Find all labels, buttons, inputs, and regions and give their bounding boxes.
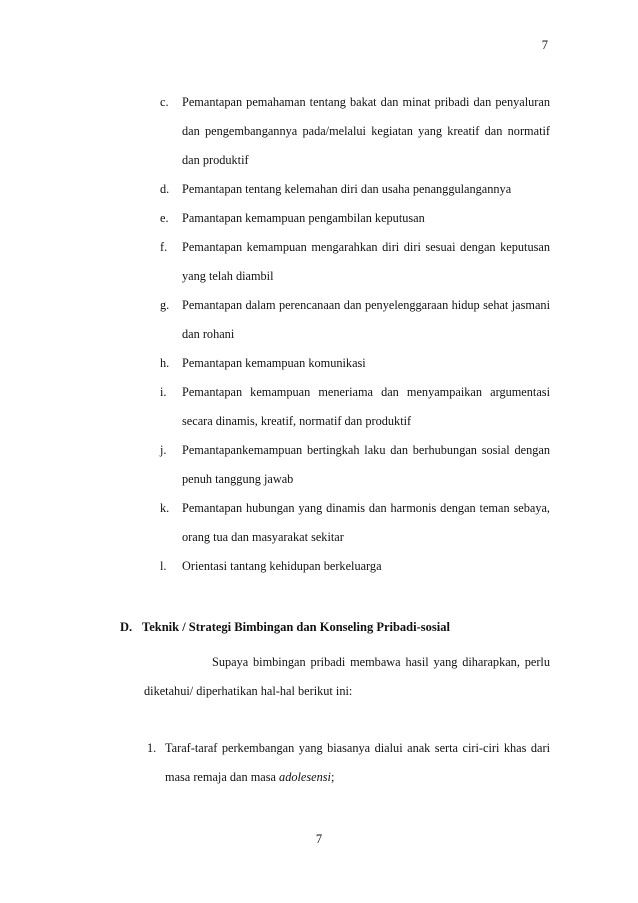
body-paragraph: Supaya bimbingan pribadi membawa hasil yang diharapkan, perlu diketahui/ diperhatikan hal-hal berikut ini: xyxy=(144,655,550,698)
list-item xyxy=(160,436,550,494)
list-item-letter: g. xyxy=(160,298,170,312)
list-item-text: Pemantapan tentang kelemahan diri dan usaha penanggulangannya xyxy=(182,182,512,196)
list-item xyxy=(160,175,550,204)
list-item-text: Orientasi tantang kehidupan berkeluarga xyxy=(182,559,382,573)
list-item-letter: i. xyxy=(160,385,167,399)
list-item-letter: k. xyxy=(160,501,170,515)
list-item-text: Pemantapan kemampuan meneriama dan menyampaikan argumentasi secara dinamis, kreatif, normatif dan produktif xyxy=(182,385,550,428)
list-item-text: Pemantapan hubungan yang dinamis dan harmonis dengan teman sebaya, orang tua dan masyarakat sekitar xyxy=(182,501,550,544)
numbered-item-text: Taraf-taraf perkembangan yang biasanya dialui anak serta ciri-ciri khas dari masa remaja dan masa xyxy=(165,741,550,784)
list-item-text: Pemantapankemampuan bertingkah laku dan berhubungan sosial dengan penuh tanggung jawab xyxy=(182,443,550,486)
section-title: Teknik / Strategi Bimbingan dan Konseling Pribadi-sosial xyxy=(142,620,450,634)
list-item xyxy=(160,378,550,436)
list-item-text: Pemantapan kemampuan komunikasi xyxy=(182,356,366,370)
list-item xyxy=(160,291,550,349)
list-item xyxy=(160,349,550,378)
numbered-item-number: 1. xyxy=(147,741,157,755)
numbered-item-italic-term: adolesensi xyxy=(279,770,331,784)
list-item-letter: e. xyxy=(160,211,169,225)
list-item-text: Pemantapan dalam perencanaan dan penyelenggaraan hidup sehat jasmani dan rohani xyxy=(182,298,550,341)
list-item-letter: c. xyxy=(160,95,169,109)
list-item-text: Pemantapan kemampuan mengarahkan diri diri sesuai dengan keputusan yang telah diambil xyxy=(182,240,550,283)
list-item-text: Pemantapan pemahaman tentang bakat dan minat pribadi dan penyaluran dan pengembangannya pada/melalui kegiatan yang kreatif dan normatif dan produktif xyxy=(182,95,550,167)
bullet-list xyxy=(160,88,550,581)
list-item-letter: l. xyxy=(160,559,167,573)
list-item-letter: j. xyxy=(160,443,167,457)
list-item xyxy=(160,88,550,175)
section-heading xyxy=(120,620,550,635)
list-item-letter: f. xyxy=(160,240,168,254)
list-item xyxy=(160,204,550,233)
list-item xyxy=(160,552,550,581)
page-number-bottom: 7 xyxy=(315,832,323,846)
list-item-letter: h. xyxy=(160,356,170,370)
section-letter: D. xyxy=(120,620,133,634)
list-item xyxy=(160,494,550,552)
numbered-item xyxy=(147,734,550,792)
list-item xyxy=(160,233,550,291)
numbered-item-suffix: ; xyxy=(330,770,335,784)
list-item-letter: d. xyxy=(160,182,170,196)
page-number-top: 7 xyxy=(541,38,548,52)
list-item-text: Pamantapan kemampuan pengambilan keputusan xyxy=(182,211,425,225)
